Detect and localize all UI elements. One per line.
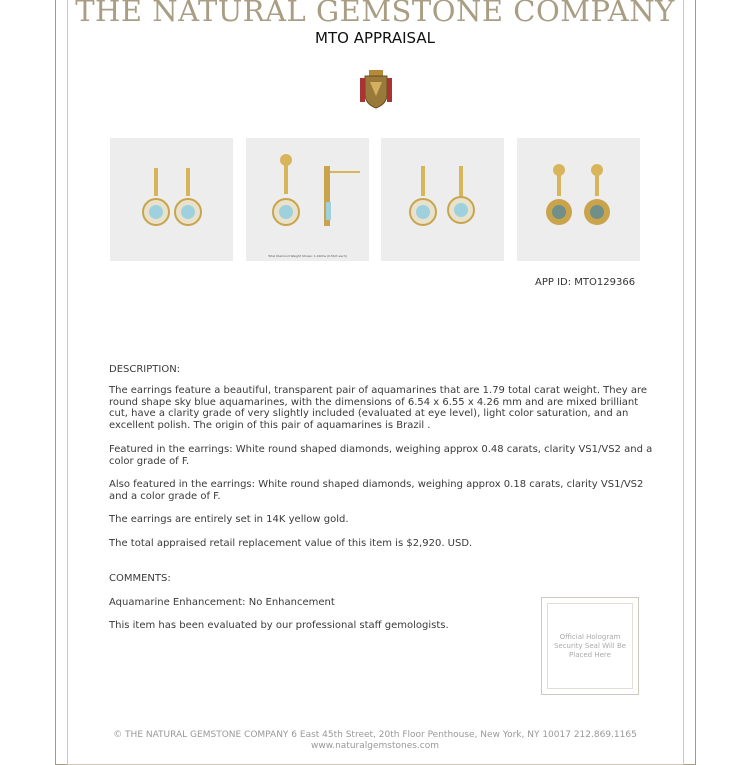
hologram-seal-placeholder (541, 597, 639, 695)
seal-text: Official Hologram Security Seal Will Be Placed Here (553, 633, 627, 659)
product-photo-side[interactable] (246, 138, 369, 261)
app-id: APP ID: MTO129366 (535, 277, 636, 288)
comment-line: This item has been evaluated by our professional staff gemologists. (109, 620, 449, 631)
product-photo-back[interactable] (517, 138, 640, 261)
product-photo-angle[interactable] (381, 138, 504, 261)
earrings-image (517, 138, 640, 261)
description-paragraph: Featured in the earrings: White round shaped diamonds, weighing approx 0.48 carats, clarity VS1/VS2 and a color grade of F. (109, 444, 653, 467)
product-photo-front[interactable] (110, 138, 233, 261)
company-name: THE NATURAL GEMSTONE COMPANY (75, 0, 675, 28)
document-title: MTO APPRAISAL (315, 29, 435, 47)
photo-caption: Total Diamond Weight Shown: 1.00ctw (0.50ct each) (268, 254, 347, 258)
earrings-image (246, 138, 369, 261)
crest-logo (357, 68, 395, 110)
earrings-image (381, 138, 504, 261)
footer (0, 730, 750, 752)
footer-website[interactable]: www.naturalgemstones.com (310, 741, 440, 751)
comment-line: Aquamarine Enhancement: No Enhancement (109, 597, 335, 608)
description-paragraph: The earrings are entirely set in 14K yellow gold. (109, 514, 349, 525)
earrings-image (110, 138, 233, 261)
footer-address: © THE NATURAL GEMSTONE COMPANY 6 East 45th Street, 20th Floor Penthouse, New York, NY 10017 212.869.1165 (113, 730, 637, 740)
description-paragraph: Also featured in the earrings: White round shaped diamonds, weighing approx 0.18 carats, clarity VS1/VS2 and a color grade of F. (109, 479, 644, 502)
comments-heading: COMMENTS: (109, 573, 171, 584)
description-paragraph: The earrings feature a beautiful, transparent pair of aquamarines that are 1.79 total carat weight. They are round shape sky blue aquamarines, with the dimensions of 6.54 x 6.55 x 4.26 mm and are mixed brilliant cut, have a clarity grade of very slightly included (evaluated at eye level), light color saturation, and an excellent polish. The origin of this pair of aquamarines is Brazil . (109, 385, 648, 431)
description-paragraph: The total appraised retail replacement value of this item is $2,920. USD. (109, 538, 473, 549)
description-heading: DESCRIPTION: (109, 364, 181, 375)
